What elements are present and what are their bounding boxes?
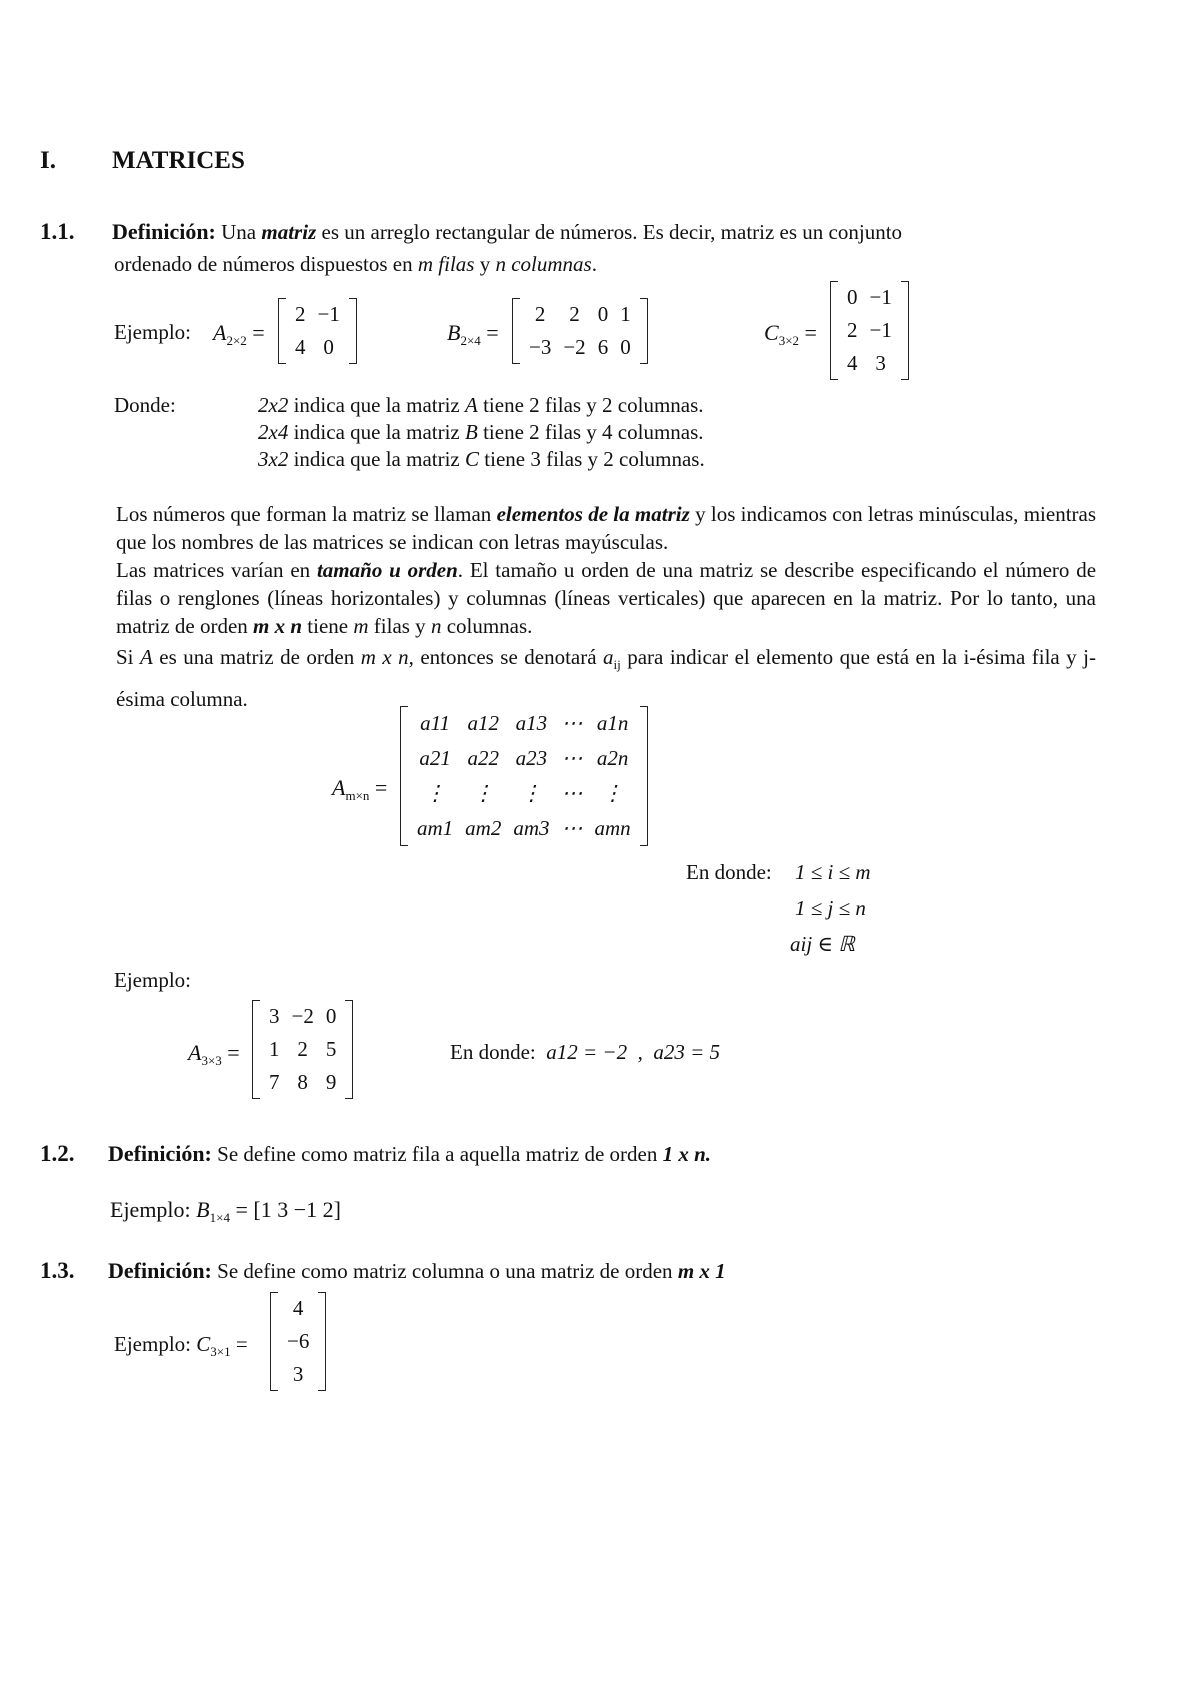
ejemplo-label: Ejemplo: xyxy=(114,320,191,344)
ejemplo-label: Ejemplo: xyxy=(114,968,191,992)
def-1-2-number: 1.2. xyxy=(40,1141,75,1166)
matrix-C-name: $C_{3\times 2}$ = xyxy=(764,320,817,348)
def-1-2-example: Ejemplo: $B_{1\times 4} = [1$ 3 −1 2] xyxy=(110,1197,341,1225)
matrix-C-column: 4 −6 3 xyxy=(270,1292,326,1391)
general-matrix: a11 a12 a13 ⋯ a1n a21 a22 a23 ⋯ a2n ⋮ ⋮ ⋮ ⋯ ⋮ am1 am2 am3 ⋯ amn xyxy=(400,706,648,846)
def-1-1-line2 xyxy=(114,252,597,277)
def-1-1-number: 1.1. xyxy=(40,219,75,244)
section-number: I. xyxy=(40,147,56,174)
matrix-A3-name: $A_{3\times 3}$ = xyxy=(188,1040,240,1068)
matrix-A3: 3 −2 0 1 2 5 7 8 9 xyxy=(252,1000,353,1099)
donde-line: 2x2 indica que la matriz A tiene 2 filas y 2 columnas. xyxy=(258,393,704,417)
condition-label: En donde: xyxy=(686,860,772,884)
matrix-B: 2 2 0 1 −3 −2 6 0 xyxy=(512,298,648,364)
donde-line: 2x4 indica que la matriz B tiene 2 filas y 4 columnas. xyxy=(258,420,704,444)
condition-aij: aij ∈ ℝ xyxy=(790,932,855,956)
paragraph-elementos: Los números que forman la matriz se llaman elementos de la matriz y los indicamos con letras minúsculas, mientras que los nombres de las matrices se indican con letras mayúsculas. xyxy=(116,502,1097,554)
matrix-A-name: $A_{2\times 2}$ = xyxy=(213,320,265,348)
text: ordenado de números dispuestos en xyxy=(114,252,413,276)
text: y xyxy=(479,252,491,276)
def-1-1-line1 xyxy=(112,219,902,245)
matrix-B-name: $B_{2\times 4}$ = xyxy=(447,320,499,348)
section-title: MATRICES xyxy=(112,147,245,174)
matrix-A: 2 −1 4 0 xyxy=(278,298,357,364)
donde-label: Donde: xyxy=(114,393,176,417)
example-elements: En donde: a12 = −2 , a23 = 5 xyxy=(450,1040,720,1064)
text: es un arreglo rectangular de números. Es decir, matriz es un conjunto xyxy=(321,220,903,244)
def-1-3-line: Definición: Se define como matriz columna o una matriz de orden m x 1 xyxy=(108,1258,726,1283)
term-columnas: n columnas xyxy=(495,252,592,276)
paragraph-tamano: Las matrices varían en tamaño u orden. El tamaño u orden de una matriz se describe especificando el número de filas o renglones (líneas horizontales) y columnas (líneas verticales) que aparecen en la matriz. Por lo tanto, una matriz de orden m x n tiene m filas y n columnas. xyxy=(116,558,1097,638)
text: Una xyxy=(221,220,257,244)
condition-i: 1 ≤ i ≤ m xyxy=(795,860,871,884)
def-1-2-line: Definición: Se define como matriz fila a aquella matriz de orden 1 x n. xyxy=(108,1141,712,1166)
paragraph-aij: Si A es una matriz de orden m x n, entonces se denotará $a_{ij}$ para indicar el elemento que está en la i-ésima fila y j-ésima columna. xyxy=(116,645,1096,711)
term-matriz: matriz xyxy=(261,220,317,244)
condition-j: 1 ≤ j ≤ n xyxy=(795,896,866,920)
def-1-3-ejemplo: Ejemplo: $C_{3\times 1}$ = xyxy=(114,1332,248,1359)
general-matrix-name: $A_{m\times n}$ = xyxy=(332,775,388,803)
term-filas: m filas xyxy=(417,252,475,276)
def-1-3-number: 1.3. xyxy=(40,1258,75,1283)
def-1-1-label: Definición: xyxy=(112,219,216,244)
matrix-C: 0 −1 2 −1 4 3 xyxy=(830,281,909,380)
donde-line: 3x2 indica que la matriz C tiene 3 filas y 2 columnas. xyxy=(258,447,705,471)
text: . xyxy=(591,252,597,276)
